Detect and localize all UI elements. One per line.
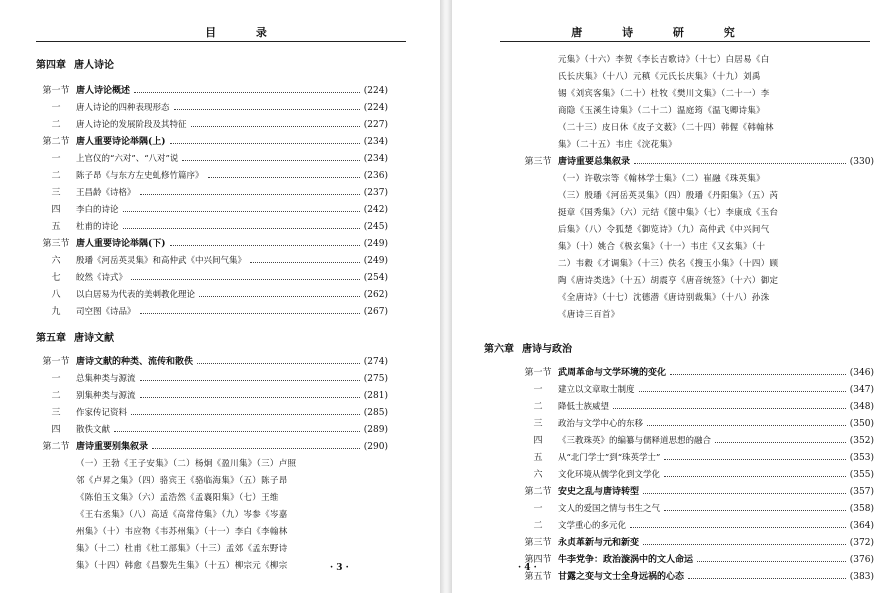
leader-dots	[208, 177, 360, 178]
leader-dots	[250, 262, 360, 263]
paragraph-line: 集》（十二）杜甫《杜工部集》（十三）孟郊《孟东野诗	[76, 544, 288, 554]
entry-title: 皎然《诗式》	[76, 273, 128, 283]
chapter-entries	[518, 365, 874, 586]
toc-entry	[36, 270, 388, 287]
entry-page: (355)	[849, 470, 874, 480]
paragraph-line: 邻《卢昇之集》（四）骆宾王《骆临海集》（五）陈子昂	[76, 476, 288, 486]
entry-title: 唐诗重要总集叙录	[558, 157, 631, 167]
entry-page: (234)	[363, 137, 388, 147]
leader-dots	[140, 313, 360, 314]
header-rule	[500, 41, 870, 42]
toc-entry	[518, 154, 874, 171]
toc-entry	[36, 117, 388, 134]
entry-page: (242)	[363, 205, 388, 215]
entry-page: (376)	[849, 555, 874, 565]
entry-tag: 第一节	[42, 357, 70, 367]
entry-page: (249)	[363, 256, 388, 266]
entry-title: 王昌龄《诗格》	[76, 188, 136, 198]
paragraph-line: 《全唐诗》（十七）沈德潜《唐诗别裁集》（十八）孙洙	[558, 293, 770, 303]
entry-title: 唐人诗论概述	[76, 86, 131, 96]
leader-dots	[688, 578, 846, 579]
entry-tag: 第二节	[524, 487, 552, 497]
paragraph-line: 集》（十四）韩愈《昌黎先生集》（十五）柳宗元《柳宗	[76, 561, 288, 571]
toc-entry	[518, 467, 874, 484]
leader-dots	[123, 211, 360, 212]
collection-list-paragraph	[558, 52, 874, 154]
toc-entry	[518, 382, 874, 399]
entry-tag: 四	[51, 425, 61, 435]
chapter-heading	[484, 340, 874, 355]
toc-entry	[36, 304, 388, 321]
leader-dots	[639, 391, 846, 392]
toc-entry	[518, 569, 874, 586]
toc-entry	[518, 552, 874, 569]
toc-entry	[518, 365, 874, 382]
paragraph-line: 集》（二十五）韦庄《浣花集》	[558, 140, 677, 150]
entry-page: (330)	[849, 157, 874, 167]
toc-entry	[36, 83, 388, 100]
leader-dots	[664, 510, 846, 511]
entry-tag: 四	[533, 436, 543, 446]
toc-entry	[518, 518, 874, 535]
entry-title: 甘露之变与文士全身远祸的心态	[558, 572, 685, 582]
chapter-entries	[36, 83, 388, 321]
paragraph-line: 后集》（八）令狐楚《御览诗》（九）高仲武《中兴间气	[558, 225, 770, 235]
entry-title: 别集种类与源流	[76, 391, 136, 401]
entry-page: (249)	[363, 239, 388, 249]
entry-page: (237)	[363, 188, 388, 198]
chapter-heading	[36, 56, 388, 71]
paragraph-line: 挺章《国秀集》（六）元结《箧中集》（七）李康成《玉台	[558, 208, 779, 218]
leader-dots	[152, 448, 360, 449]
chapter-heading	[36, 329, 388, 344]
entry-page: (350)	[849, 419, 874, 429]
paragraph-line: 《唐诗三百首》	[558, 310, 620, 320]
toc-entry	[36, 388, 388, 405]
entry-page: (348)	[849, 402, 874, 412]
leader-dots	[123, 228, 360, 229]
entry-title: 文化环境从儒学化到文学化	[558, 470, 661, 480]
toc-entry	[518, 416, 874, 433]
entry-tag: 一	[533, 385, 543, 395]
leader-dots	[170, 143, 360, 144]
entry-tag: 八	[51, 290, 61, 300]
entry-page: (224)	[363, 86, 388, 96]
entry-tag: 第五节	[524, 572, 552, 582]
toc-entry	[36, 219, 388, 236]
leader-dots	[715, 442, 846, 443]
entry-page: (236)	[363, 171, 388, 181]
leader-dots	[664, 459, 845, 460]
entry-page: (281)	[363, 391, 388, 401]
entry-page: (346)	[849, 368, 874, 378]
entry-tag: 第四节	[524, 555, 552, 565]
entry-tag: 一	[51, 374, 61, 384]
chapter-entries	[36, 354, 388, 456]
toc-entry	[36, 185, 388, 202]
leader-dots	[140, 397, 360, 398]
toc-entry	[36, 371, 388, 388]
leader-dots	[697, 561, 846, 562]
entry-tag: 二	[51, 120, 61, 130]
page-number: · 3 ·	[330, 563, 349, 573]
entry-title: 上官仪的“六对”、“八对”说	[76, 154, 179, 164]
paragraph-line: 《王右丞集》（八）高适《高常侍集》（九）岑参《岑嘉	[76, 510, 288, 520]
entry-tag: 二	[51, 171, 61, 181]
toc-entry	[36, 354, 388, 371]
leader-dots	[140, 380, 360, 381]
entry-tag: 三	[51, 188, 61, 198]
entry-tag: 五	[51, 222, 61, 232]
paragraph-line: 二）韦縠《才调集》（十三）佚名《搜玉小集》（十四）顾	[558, 259, 779, 269]
entry-tag: 第二节	[42, 137, 70, 147]
entry-page: (285)	[363, 408, 388, 418]
toc-entry	[36, 405, 388, 422]
leader-dots	[630, 527, 846, 528]
entry-title: 安史之乱与唐诗转型	[558, 487, 640, 497]
leader-dots	[131, 414, 360, 415]
leader-dots	[134, 92, 360, 93]
collection-list-paragraph	[76, 456, 388, 575]
entry-title: 唐诗重要别集叙录	[76, 442, 149, 452]
entry-tag: 三	[51, 408, 61, 418]
toc-entry	[36, 253, 388, 270]
toc-entry	[36, 202, 388, 219]
left-toc	[36, 56, 388, 575]
chapter-title: 唐诗文献	[74, 333, 114, 344]
entry-title: 李白的诗论	[76, 205, 119, 215]
right-page	[452, 0, 892, 593]
entry-tag: 三	[533, 419, 543, 429]
toc-entry	[36, 236, 388, 253]
leader-dots	[114, 431, 360, 432]
paragraph-line: 商隐《玉溪生诗集》（二十二）温庭筠《温飞卿诗集》	[558, 106, 765, 116]
chapter-number: 第四章	[36, 60, 66, 71]
entry-tag: 第三节	[524, 538, 552, 548]
toc-entry	[36, 422, 388, 439]
paragraph-line: （一）王勃《王子安集》（二）杨炯《盈川集》（三）卢照	[76, 459, 297, 469]
entry-title: 永贞革新与元和新变	[558, 538, 640, 548]
entry-tag: 第二节	[42, 442, 70, 452]
entry-tag: 第三节	[42, 239, 70, 249]
left-page	[0, 0, 440, 593]
chapter-number: 第六章	[484, 344, 514, 355]
entry-page: (275)	[363, 374, 388, 384]
chapter-number: 第五章	[36, 333, 66, 344]
toc-entry	[36, 134, 388, 151]
leader-dots	[643, 544, 846, 545]
chapter-title: 唐人诗论	[74, 60, 114, 71]
leader-dots	[140, 194, 360, 195]
toc-entry	[36, 168, 388, 185]
paragraph-line: （二十三）皮日休《皮子文薮》（二十四）韩偓《韩翰林	[558, 123, 774, 133]
paragraph-line: 《陈伯玉文集》（六）孟浩然《孟襄阳集》（七）王维	[76, 493, 279, 503]
right-toc	[484, 52, 874, 586]
leader-dots	[191, 126, 360, 127]
entry-title: 从“北门学士”到“珠英学士”	[558, 453, 661, 463]
entry-title: 散佚文献	[76, 425, 111, 435]
entry-title: 唐诗文献的种类、流传和散佚	[76, 357, 194, 367]
entry-tag: 四	[51, 205, 61, 215]
entry-page: (290)	[363, 442, 388, 452]
leader-dots	[182, 160, 359, 161]
leader-dots	[131, 279, 360, 280]
toc-entry	[518, 433, 874, 450]
entry-tag: 第三节	[524, 157, 552, 167]
collection-list-paragraph	[558, 171, 874, 324]
entry-tag: 一	[533, 504, 543, 514]
paragraph-line: 锡《刘宾客集》（二十）杜牧《樊川文集》（二十一）李	[558, 89, 770, 99]
entry-title: 《三教珠英》的编纂与儒释道思想的融合	[558, 436, 712, 446]
entry-title: 唐人重要诗论举隅(上)	[76, 137, 166, 147]
entry-tag: 五	[533, 453, 543, 463]
entry-title: 牛李党争：政治漩涡中的文人命运	[558, 555, 694, 565]
page-number: · 4 ·	[518, 563, 537, 573]
entry-page: (289)	[363, 425, 388, 435]
toc-entry	[36, 439, 388, 456]
entry-title: 作家传记资料	[76, 408, 128, 418]
entry-page: (358)	[849, 504, 874, 514]
entry-title: 唐人诗论的发展阶段及其特征	[76, 120, 187, 130]
chapter-title: 唐诗与政治	[522, 344, 572, 355]
entry-page: (234)	[363, 154, 388, 164]
toc-entry	[36, 287, 388, 304]
entry-page: (274)	[363, 357, 388, 367]
leader-dots	[664, 476, 846, 477]
entry-tag: 一	[51, 154, 61, 164]
leader-dots	[170, 245, 360, 246]
paragraph-line: （三）殷璠《河岳英灵集》（四）殷璠《丹阳集》（五）芮	[558, 191, 779, 201]
entry-page: (267)	[363, 307, 388, 317]
book-gutter	[440, 0, 452, 593]
entry-tag: 一	[51, 103, 61, 113]
entry-tag: 二	[51, 391, 61, 401]
entry-title: 降低士族威望	[558, 402, 610, 412]
header-rule	[36, 41, 406, 42]
entry-title: 总集种类与源流	[76, 374, 136, 384]
entry-tag: 六	[51, 256, 61, 266]
toc-entry	[518, 399, 874, 416]
left-page-header: 目 录	[205, 26, 285, 39]
entry-tag: 二	[533, 402, 543, 412]
leader-dots	[613, 408, 846, 409]
entry-page: (245)	[363, 222, 388, 232]
leader-dots	[634, 163, 846, 164]
toc-entry	[36, 151, 388, 168]
entry-tag: 第一节	[42, 86, 70, 96]
entry-title: 政治与文学中心的东移	[558, 419, 644, 429]
entry-page: (227)	[363, 120, 388, 130]
entry-title: 陈子昂《与东方左史虬修竹篇序》	[76, 171, 204, 181]
paragraph-line: 元集》（十六）李贺《李长吉歌诗》（十七）白居易《白	[558, 55, 770, 65]
paragraph-line: 氏长庆集》（十八）元稹《元氏长庆集》（十九）刘禹	[558, 72, 761, 82]
entry-title: 以白居易为代表的美刺教化理论	[76, 290, 196, 300]
entry-page: (254)	[363, 273, 388, 283]
entry-title: 殷璠《河岳英灵集》和高仲武《中兴间气集》	[76, 256, 247, 266]
entry-page: (224)	[363, 103, 388, 113]
entry-tag: 七	[51, 273, 61, 283]
entry-tag: 第一节	[524, 368, 552, 378]
paragraph-line: 集》（十）姚合《极玄集》（十一）韦庄《又玄集》（十	[558, 242, 766, 252]
leader-dots	[643, 493, 846, 494]
entry-page: (372)	[849, 538, 874, 548]
entry-page: (347)	[849, 385, 874, 395]
entry-tag: 六	[533, 470, 543, 480]
toc-entry	[518, 501, 874, 518]
entry-title: 唐人重要诗论举隅(下)	[76, 239, 166, 249]
entry-title: 杜甫的诗论	[76, 222, 119, 232]
entry-page: (353)	[849, 453, 874, 463]
entry-tag: 九	[51, 307, 61, 317]
entry-title: 建立以文章取士制度	[558, 385, 635, 395]
entry-page: (262)	[363, 290, 388, 300]
entry-page: (352)	[849, 436, 874, 446]
paragraph-line: 州集》（十）韦应物《韦苏州集》（十一）李白《李翰林	[76, 527, 288, 537]
toc-entry	[518, 484, 874, 501]
leader-dots	[647, 425, 846, 426]
entry-page: (364)	[849, 521, 874, 531]
paragraph-line: 陶《唐诗类选》（十五）胡震亨《唐音统签》（十六）御定	[558, 276, 779, 286]
entry-page: (357)	[849, 487, 874, 497]
entry-title: 文学重心的多元化	[558, 521, 627, 531]
entry-page: (383)	[849, 572, 874, 582]
paragraph-line: （一）许敬宗等《翰林学士集》（二）崔融《珠英集》	[558, 174, 765, 184]
toc-entry	[518, 450, 874, 467]
toc-entry	[36, 100, 388, 117]
entry-title: 唐人诗论的四种表现形态	[76, 103, 170, 113]
leader-dots	[670, 374, 846, 375]
entry-title: 司空图《诗品》	[76, 307, 136, 317]
entry-title: 武周革命与文学环境的变化	[558, 368, 667, 378]
leader-dots	[199, 296, 360, 297]
entry-tag: 二	[533, 521, 543, 531]
right-page-header: 唐 诗 研 究	[571, 26, 753, 39]
toc-entry	[518, 535, 874, 552]
leader-dots	[174, 109, 360, 110]
entry-title: 文人的爱国之情与书生之气	[558, 504, 661, 514]
leader-dots	[197, 363, 360, 364]
